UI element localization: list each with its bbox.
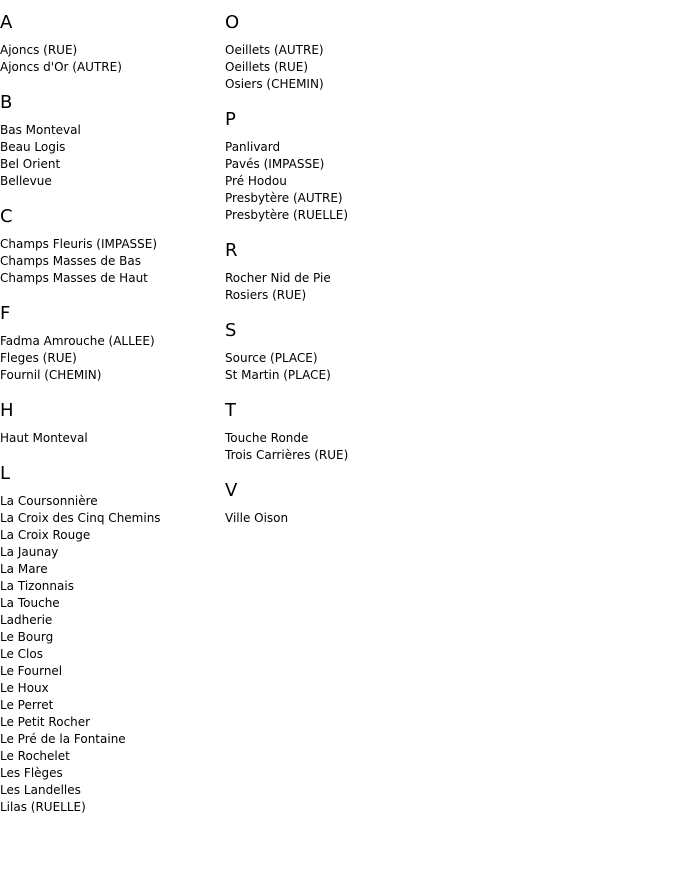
street-item: Le Bourg bbox=[0, 630, 54, 644]
letter-section-s bbox=[225, 320, 475, 384]
letter-section-b bbox=[0, 92, 225, 190]
street-item: Bellevue bbox=[0, 174, 52, 188]
street-item: Haut Monteval bbox=[0, 431, 88, 445]
street-list bbox=[0, 430, 225, 447]
letter-heading: B bbox=[0, 92, 13, 113]
street-item: Pavés (IMPASSE) bbox=[225, 157, 325, 171]
street-list bbox=[225, 350, 475, 384]
street-item: Beau Logis bbox=[0, 140, 66, 154]
letter-section-t bbox=[225, 400, 475, 464]
letter-section-a bbox=[0, 12, 225, 76]
letter-heading: R bbox=[225, 240, 238, 261]
street-item: Trois Carrières (RUE) bbox=[225, 448, 349, 462]
street-item: Le Pré de la Fontaine bbox=[0, 732, 126, 746]
street-item: Ajoncs d'Or (AUTRE) bbox=[0, 60, 122, 74]
letter-section-o bbox=[225, 12, 475, 93]
street-item: Rocher Nid de Pie bbox=[225, 271, 331, 285]
letter-section-v bbox=[225, 480, 475, 527]
street-item: Le Houx bbox=[0, 681, 49, 695]
letter-heading: S bbox=[225, 320, 237, 341]
letter-section-h bbox=[0, 400, 225, 447]
street-item: La Touche bbox=[0, 596, 60, 610]
street-item: Rosiers (RUE) bbox=[225, 288, 307, 302]
street-item: Champs Fleuris (IMPASSE) bbox=[0, 237, 158, 251]
street-list bbox=[0, 42, 225, 76]
street-item: Presbytère (AUTRE) bbox=[225, 191, 343, 205]
street-item: Ladherie bbox=[0, 613, 53, 627]
street-item: Bas Monteval bbox=[0, 123, 81, 137]
letter-heading: P bbox=[225, 109, 236, 130]
letter-section-c bbox=[0, 206, 225, 287]
letter-heading: A bbox=[0, 12, 13, 33]
street-item: Les Flèges bbox=[0, 766, 63, 780]
letter-section-p bbox=[225, 109, 475, 224]
street-item: Fleges (RUE) bbox=[0, 351, 77, 365]
street-item: Oeillets (AUTRE) bbox=[225, 43, 324, 57]
street-item: Le Rochelet bbox=[0, 749, 70, 763]
street-item: St Martin (PLACE) bbox=[225, 368, 331, 382]
street-item: La Croix Rouge bbox=[0, 528, 91, 542]
street-item: Fadma Amrouche (ALLEE) bbox=[0, 334, 155, 348]
street-item: La Coursonnière bbox=[0, 494, 98, 508]
street-list bbox=[225, 430, 475, 464]
street-item: La Croix des Cinq Chemins bbox=[0, 511, 161, 525]
street-item: La Jaunay bbox=[0, 545, 59, 559]
street-item: Le Perret bbox=[0, 698, 54, 712]
street-list bbox=[225, 139, 475, 224]
street-item: La Mare bbox=[0, 562, 48, 576]
street-item: Champs Masses de Haut bbox=[0, 271, 148, 285]
street-item: Panlivard bbox=[225, 140, 281, 154]
letter-heading: F bbox=[0, 303, 11, 324]
street-item: Osiers (CHEMIN) bbox=[225, 77, 324, 91]
street-item: Source (PLACE) bbox=[225, 351, 318, 365]
letter-section-r bbox=[225, 240, 475, 304]
street-item: Ville Oison bbox=[225, 511, 289, 525]
street-item: Le Petit Rocher bbox=[0, 715, 91, 729]
street-item: Le Clos bbox=[0, 647, 43, 661]
street-item: Bel Orient bbox=[0, 157, 61, 171]
street-list bbox=[0, 122, 225, 190]
letter-heading: C bbox=[0, 206, 13, 227]
letter-section-f bbox=[0, 303, 225, 384]
street-item: Le Fournel bbox=[0, 664, 63, 678]
street-item: Touche Ronde bbox=[225, 431, 309, 445]
street-list bbox=[0, 236, 225, 287]
street-list bbox=[0, 493, 225, 816]
street-list bbox=[225, 510, 475, 527]
street-item: La Tizonnais bbox=[0, 579, 74, 593]
street-item: Oeillets (RUE) bbox=[225, 60, 309, 74]
street-item: Presbytère (RUELLE) bbox=[225, 208, 349, 222]
street-item: Ajoncs (RUE) bbox=[0, 43, 78, 57]
street-item: Champs Masses de Bas bbox=[0, 254, 142, 268]
street-item: Les Landelles bbox=[0, 783, 81, 797]
street-item: Pré Hodou bbox=[225, 174, 287, 188]
street-list bbox=[225, 42, 475, 93]
letter-heading: T bbox=[225, 400, 236, 421]
street-item: Fournil (CHEMIN) bbox=[0, 368, 102, 382]
letter-heading: O bbox=[225, 12, 240, 33]
left-column bbox=[0, 0, 225, 816]
letter-heading: V bbox=[225, 480, 238, 501]
street-list bbox=[0, 333, 225, 384]
street-list bbox=[225, 270, 475, 304]
right-column bbox=[225, 0, 475, 527]
letter-section-l bbox=[0, 463, 225, 816]
letter-heading: H bbox=[0, 400, 14, 421]
street-item: Lilas (RUELLE) bbox=[0, 800, 86, 814]
letter-heading: L bbox=[0, 463, 11, 484]
